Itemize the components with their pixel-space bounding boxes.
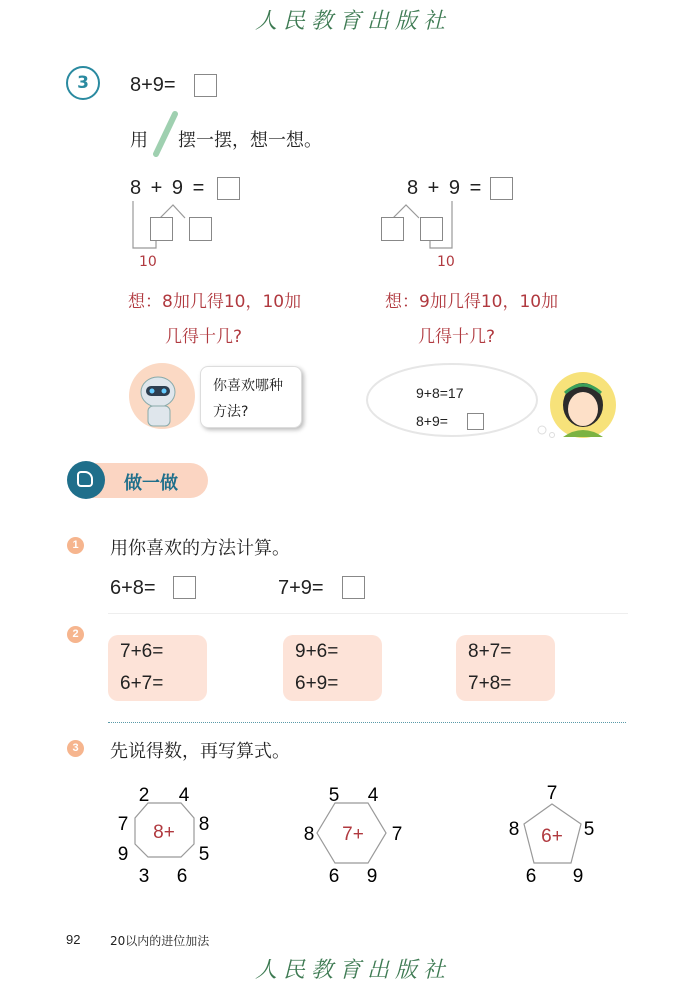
shape-number: 9 xyxy=(117,844,129,865)
answer-box xyxy=(342,576,365,599)
shape-center: 6+ xyxy=(541,826,563,847)
page-number: 92 xyxy=(66,932,81,947)
left-equation: 8 + 9 = xyxy=(130,177,205,199)
shape-number: 4 xyxy=(178,785,190,806)
section-icon xyxy=(67,461,105,499)
shape-puzzles xyxy=(100,780,620,890)
split-box xyxy=(420,217,443,241)
exercise1-item: 7+9= xyxy=(278,577,324,599)
counting-stick-icon xyxy=(150,110,180,160)
split-box xyxy=(189,217,212,241)
shape-number: 8 xyxy=(198,814,210,835)
hexagon-puzzle xyxy=(304,785,403,887)
shape-number: 7 xyxy=(391,824,403,845)
exercise1-instruction: 用你喜欢的方法计算。 xyxy=(110,538,290,559)
shape-number: 7 xyxy=(546,783,558,804)
example-equation: 8+9= xyxy=(130,74,176,96)
publisher-logo-bottom: 人民教育出版社 xyxy=(255,958,452,983)
shape-number: 2 xyxy=(138,785,150,806)
robot-speech-bubble xyxy=(200,366,302,428)
shape-number: 4 xyxy=(367,785,379,806)
equation: 7+6= xyxy=(120,641,164,662)
shape-number: 6 xyxy=(176,866,188,887)
example-number-badge: 3 xyxy=(66,66,100,100)
thought-cloud xyxy=(362,360,562,450)
exercise-number-badge: 3 xyxy=(67,740,84,757)
think-text-line1: 想：9加几得10，10加 xyxy=(385,292,559,312)
shape-number: 5 xyxy=(198,844,210,865)
pentagon-puzzle xyxy=(509,783,595,887)
instruction-prefix: 用 xyxy=(130,130,148,151)
shape-number: 6 xyxy=(328,866,340,887)
shape-number: 8 xyxy=(303,824,315,845)
shape-number: 5 xyxy=(583,819,595,840)
shape-number: 3 xyxy=(138,866,150,887)
exercise3-instruction: 先说得数，再写算式。 xyxy=(110,741,290,762)
answer-box xyxy=(194,74,217,97)
exercise1-item: 6+8= xyxy=(110,577,156,599)
equation-card xyxy=(283,635,382,701)
left-split-lines xyxy=(120,195,250,255)
instruction-text: 摆一摆，想一想。 xyxy=(178,130,322,151)
equation: 6+9= xyxy=(295,673,339,694)
equation: 9+6= xyxy=(295,641,339,662)
answer-box xyxy=(467,413,484,430)
answer-box xyxy=(173,576,196,599)
equation: 6+7= xyxy=(120,673,164,694)
shape-number: 8 xyxy=(508,819,520,840)
exercise-number-badge: 2 xyxy=(67,626,84,643)
ten-label: 10 xyxy=(139,254,157,270)
chapter-title: 20以内的进位加法 xyxy=(110,934,210,948)
split-box xyxy=(150,217,173,241)
equation: 8+7= xyxy=(468,641,512,662)
shape-number: 7 xyxy=(117,814,129,835)
think-text-line2: 几得十几? xyxy=(418,327,496,347)
split-box xyxy=(381,217,404,241)
cloud-line2: 8+9= xyxy=(416,413,448,429)
shape-number: 6 xyxy=(525,866,537,887)
bubble-line2: 方法? xyxy=(213,404,249,420)
ten-label: 10 xyxy=(437,254,455,270)
think-text-line2: 几得十几? xyxy=(165,327,243,347)
robot-avatar-icon xyxy=(128,362,198,432)
equation-card xyxy=(108,635,207,701)
shape-number: 5 xyxy=(328,785,340,806)
exercise-number-badge: 1 xyxy=(67,537,84,554)
dotted-divider xyxy=(108,722,626,723)
octagon-puzzle xyxy=(118,785,210,887)
right-equation: 8 + 9 = xyxy=(407,177,482,199)
think-text-line1: 想：8加几得10，10加 xyxy=(128,292,302,312)
shape-center: 7+ xyxy=(342,824,364,845)
bubble-line1: 你喜欢哪种 xyxy=(213,378,283,394)
equation-card xyxy=(456,635,555,701)
divider xyxy=(108,613,628,614)
shape-number: 9 xyxy=(366,866,378,887)
cloud-line1: 9+8=17 xyxy=(416,385,464,401)
girl-avatar-icon xyxy=(549,371,619,441)
equation: 7+8= xyxy=(468,673,512,694)
shape-number: 9 xyxy=(572,866,584,887)
shape-center: 8+ xyxy=(153,822,175,843)
publisher-logo-top: 人民教育出版社 xyxy=(255,9,452,34)
section-title: 做一做 xyxy=(124,473,178,494)
